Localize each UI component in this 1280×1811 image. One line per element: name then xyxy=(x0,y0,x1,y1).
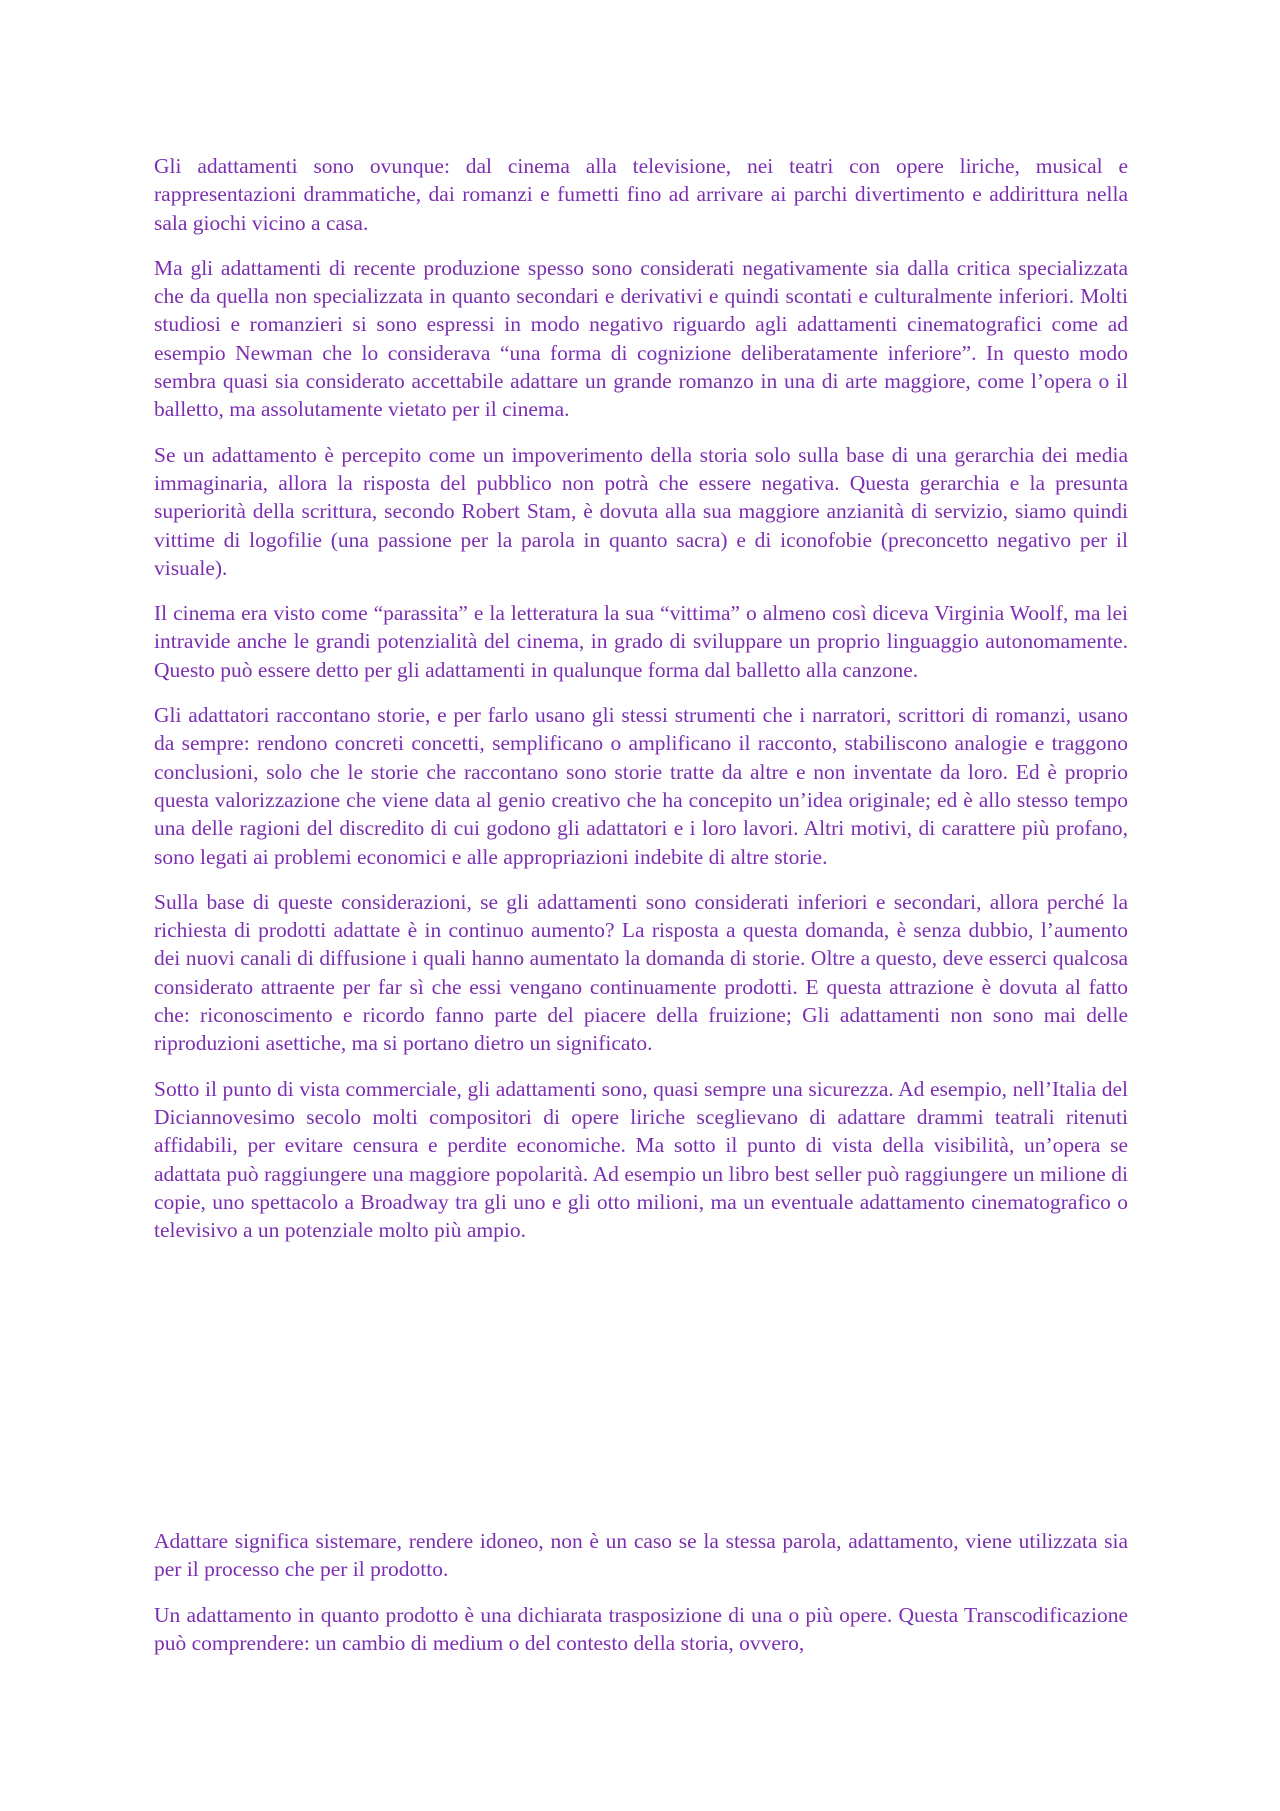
paragraph: Gli adattatori raccontano storie, e per farlo usano gli stessi strumenti che i narratori, scrittori di romanzi, usano da sempre: rendono concreti concetti, semplificano o amplificano il racconto, stabiliscono analogie e traggono conclusioni, solo che le storie che raccontano sono storie tratte da altre e non inventate da loro. Ed è proprio questa valorizzazione che viene data al genio creativo che ha concepito un’idea originale; ed è allo stesso tempo una delle ragioni del discredito di cui godono gli adattatori e i loro lavori. Altri motivi, di carattere più profano, sono legati ai problemi economici e alle appropriazioni indebite di altre storie. xyxy=(154,703,1128,869)
paragraph: Sotto il punto di vista commerciale, gli adattamenti sono, quasi sempre una sicurezza. Ad esempio, nell’Italia del Diciannovesimo secolo molti compositori di opere liriche sceglievano di adattare drammi teatrali ritenuti affidabili, per evitare censura e perdite economiche. Ma sotto il punto di vista della visibilità, un’opera se adattata può raggiungere una maggiore popolarità. Ad esempio un libro best seller può raggiungere un milione di copie, uno spettacolo a Broadway tra gli uno e gli otto milioni, ma un eventuale adattamento cinematografico o televisivo a un potenziale molto più ampio. xyxy=(154,1076,1128,1243)
text-section-1 xyxy=(154,152,1128,1261)
paragraph: Gli adattamenti sono ovunque: dal cinema alla televisione, nei teatri con opere liriche, musical e rappresentazioni drammatiche, dai romanzi e fumetti fino ad arrivare ai parchi divertimento e addirittura nella sala giochi vicino a casa. xyxy=(154,154,1128,235)
paragraph: Ma gli adattamenti di recente produzione spesso sono considerati negativamente sia dalla critica specializzata che da quella non specializzata in quanto secondari e derivativi e quindi scontati e culturalmente inferiori. Molti studiosi e romanzieri si sono espressi in modo negativo riguardo agli adattamenti cinematografici come ad esempio Newman che lo considerava “una forma di cognizione deliberatamente inferiore”. In questo modo sembra quasi sia considerato accettabile adattare un grande romanzo in una di arte maggiore, come l’opera o il balletto, ma assolutamente vietato per il cinema. xyxy=(154,255,1128,422)
text-section-2 xyxy=(154,1527,1128,1674)
paragraph: Un adattamento in quanto prodotto è una dichiarata trasposizione di una o più opere. Questa Transcodificazione può comprendere: un cambio di medium o del contesto della storia, ovvero, xyxy=(154,1602,1128,1655)
paragraph: Sulla base di queste considerazioni, se gli adattamenti sono considerati inferiori e secondari, allora perché la richiesta di prodotti adattate è in continuo aumento? La risposta a questa domanda, è senza dubbio, l’aumento dei nuovi canali di diffusione i quali hanno aumentato la domanda di storie. Oltre a questo, deve esserci qualcosa considerato attraente per far sì che essi vengano continuamente prodotti. E questa attrazione è dovuta al fatto che: riconoscimento e ricordo fanno parte del piacere della fruizione; Gli adattamenti non sono mai delle riproduzioni asettiche, ma si portano dietro un significato. xyxy=(154,889,1128,1056)
paragraph: Adattare significa sistemare, rendere idoneo, non è un caso se la stessa parola, adattamento, viene utilizzata sia per il processo che per il prodotto. xyxy=(154,1529,1128,1582)
paragraph: Se un adattamento è percepito come un impoverimento della storia solo sulla base di una gerarchia dei media immaginaria, allora la risposta del pubblico non potrà che essere negativa. Questa gerarchia e la presunta superiorità della scrittura, secondo Robert Stam, è dovuta alla sua maggiore anzianità di servizio, siamo quindi vittime di logofilie (una passione per la parola in quanto sacra) e di iconofobie (preconcetto negativo per il visuale). xyxy=(154,442,1128,580)
paragraph: Il cinema era visto come “parassita” e la letteratura la sua “vittima” o almeno così diceva Virginia Woolf, ma lei intravide anche le grandi potenzialità del cinema, in grado di sviluppare un proprio linguaggio autonomamente. Questo può essere detto per gli adattamenti in qualunque forma dal balletto alla canzone. xyxy=(154,601,1128,682)
